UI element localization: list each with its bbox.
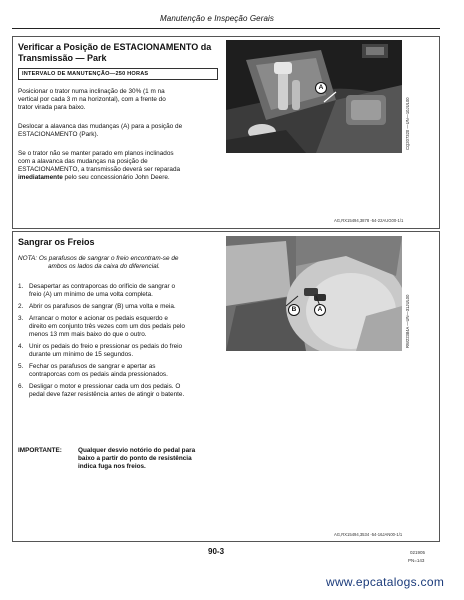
text-line: NOTA: Os parafusos de sangrar o freio encontram-se de — [18, 255, 179, 262]
text-line — [18, 174, 180, 182]
text-line: Abrir os parafusos de sangrar (B) uma volta e meia. — [29, 303, 176, 310]
brake-bleed-photo — [226, 236, 402, 351]
text-line: com a alavanca das mudanças na posição de — [18, 158, 148, 165]
section1-paragraph2 — [18, 123, 182, 139]
callout-b: B — [288, 304, 300, 316]
step-number: 5. — [18, 363, 24, 370]
section2-reference: AG,RX15494,3534 -54-16JAN00-1/1 — [334, 532, 403, 537]
text-line: Unir os pedais do freio e pressionar os pedais do freio — [29, 343, 183, 350]
section1-title-line2: Transmissão — Park — [18, 53, 107, 63]
list-item — [18, 283, 223, 299]
section2-note — [18, 255, 178, 271]
text-line: durante um mínimo de 15 segundos. — [29, 351, 134, 358]
text-fragment: pelo seu concessionário John Deere. — [62, 174, 170, 181]
text-line: Desligar o motor e pressionar cada um dos pedais. O — [29, 383, 181, 390]
step-number: 2. — [18, 303, 24, 310]
text-line: ambos os lados da caixa do diferencial. — [48, 263, 160, 270]
section1-title-line1: Verificar a Posição de ESTACIONAMENTO da — [18, 42, 212, 52]
callout-a: A — [315, 82, 327, 94]
section1-reference: AG,RX15494,3878 -54-22AUG00-1/1 — [334, 218, 404, 223]
text-line: pedal deve fazer resistência antes de atingir o batente. — [29, 391, 185, 398]
list-item — [18, 363, 223, 379]
section1-paragraph3 — [18, 150, 180, 182]
text-line: Posicionar o trator numa inclinação de 30% (1 m na — [18, 88, 165, 95]
text-line: Se o trator não se manter parado em planos inclinados — [18, 150, 174, 157]
page-header: Manutenção e Inspeção Gerais — [160, 14, 274, 23]
text-line: ESTACIONAMENTO, a transmissão deverá ser reparada — [18, 166, 181, 173]
header-rule — [12, 28, 440, 29]
gear-lever-photo — [226, 40, 402, 153]
callout-a: A — [314, 304, 326, 316]
step-number: 1. — [18, 283, 24, 290]
text-line: indica fuga nos freios. — [78, 463, 146, 470]
list-item — [18, 383, 223, 399]
watermark: www.epcatalogs.com — [326, 575, 445, 589]
important-label: IMPORTANTE: — [18, 447, 62, 454]
list-item — [18, 315, 223, 339]
maintenance-interval: INTERVALO DE MANUTENÇÃO—250 HORAS — [18, 68, 218, 80]
photo-code: CQ207320 —UN—10JUL00 — [405, 97, 410, 150]
step-number: 3. — [18, 315, 24, 322]
list-item — [18, 303, 223, 311]
brake-bleed-illustration — [226, 236, 402, 351]
important-notice — [18, 447, 228, 470]
photo-code: RW22384A —UN—31JUL00 — [405, 294, 410, 348]
important-text — [78, 447, 195, 471]
footer-pn: PN=143 — [408, 558, 425, 563]
section2-title: Sangrar os Freios — [18, 237, 95, 247]
text-line: Deslocar a alavanca das mudanças (A) para a posição de — [18, 123, 183, 130]
text-line: ESTACIONAMENTO (Park). — [18, 131, 99, 138]
text-line: Fechar os parafusos de sangrar e apertar as — [29, 363, 156, 370]
step-number: 6. — [18, 383, 24, 390]
text-line: trator virada para baixo. — [18, 104, 86, 111]
footer-code: 021905 — [410, 550, 426, 555]
gear-lever-illustration — [226, 40, 402, 153]
text-line: Qualquer desvio notório do pedal para — [78, 447, 196, 454]
text-line: direito em conjunto três vezes com um dos pedais pelo — [29, 323, 185, 330]
text-line: contraporcas com os pedais ainda pressionados. — [29, 371, 168, 378]
list-item — [18, 343, 223, 359]
text-line: menos 13 mm mais baixo do que o outro. — [29, 331, 147, 338]
text-line: Arrancar o motor e acionar os pedais esquerdo e — [29, 315, 168, 322]
step-number: 4. — [18, 343, 24, 350]
text-line: vertical por cada 3 m na horizontal), com a frente do — [18, 96, 166, 103]
text-line: Desapertar as contraporcas do orifício de sangrar o — [29, 283, 175, 290]
text-line: freio (A) um mínimo de uma volta completa. — [29, 291, 153, 298]
section1-paragraph1 — [18, 88, 166, 112]
page-number: 90-3 — [208, 547, 225, 556]
text-line: baixo a partir do ponto de resistência — [78, 455, 192, 462]
bold-emphasis: imediatamente — [18, 174, 63, 181]
steps-list — [18, 283, 223, 403]
